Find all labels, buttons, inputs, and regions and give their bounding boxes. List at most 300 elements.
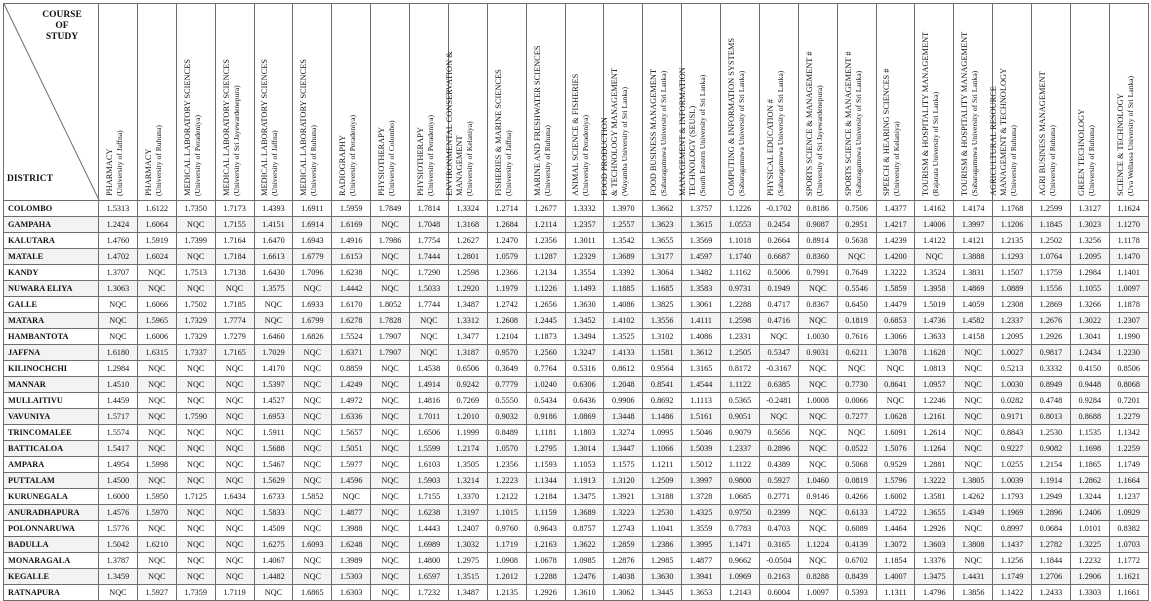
z-score-cell: 0.7201 [1109,393,1148,409]
z-score-cell: 1.5965 [137,313,176,329]
z-score-cell: 1.1018 [721,233,760,249]
z-score-cell: 1.4122 [915,233,954,249]
z-score-cell: NQC [293,569,332,585]
z-score-cell: NQC [798,521,837,537]
z-score-cell: 1.3032 [448,537,487,553]
z-score-cell: 1.1854 [876,553,915,569]
z-score-cell: 1.1470 [1109,249,1148,265]
z-score-cell: 1.1719 [487,537,526,553]
z-score-cell: NQC [293,441,332,457]
z-score-cell: 1.3332 [565,201,604,217]
z-score-cell: 1.5574 [99,425,138,441]
column-header-text [494,8,514,196]
z-score-cell: 1.2795 [526,441,565,457]
column-header [989,4,1032,201]
z-score-cell: NQC [759,409,798,425]
column-header [487,4,526,201]
z-score-cell: NQC [215,393,254,409]
z-score-cell: 1.6989 [410,537,449,553]
z-score-cell: 0.9242 [448,377,487,393]
z-score-cell: NQC [293,345,332,361]
z-score-cell: NQC [176,457,215,473]
z-score-cell: 0.9570 [487,345,526,361]
z-score-cell: 1.1041 [643,521,682,537]
z-score-cell: 1.0240 [526,377,565,393]
z-score-cell: 0.5365 [721,393,760,409]
z-score-cell: 1.2557 [604,217,643,233]
z-score-cell: 1.2356 [487,457,526,473]
z-score-cell: 0.6089 [837,521,876,537]
z-score-cell: 1.4538 [410,361,449,377]
z-score-cell: 1.6006 [137,329,176,345]
z-score-cell: 1.3995 [682,537,721,553]
z-score-cell: 1.3831 [954,265,993,281]
z-score-cell: 1.3266 [1070,297,1109,313]
z-score-cell: 1.5524 [332,329,371,345]
district-name: ANURADHAPURA [4,505,99,521]
z-score-cell: 0.0522 [837,441,876,457]
z-score-cell: NQC [410,345,449,361]
z-score-cell: NQC [837,249,876,265]
column-header [410,4,449,201]
column-header-text [1038,8,1058,196]
z-score-cell: 1.7119 [215,585,254,601]
z-score-cell: 0.9032 [487,409,526,425]
z-score-cell: 1.1437 [993,537,1032,553]
z-score-cell: 1.2801 [448,249,487,265]
z-score-cell: 1.2476 [565,569,604,585]
z-score-cell: 0.9079 [721,425,760,441]
university-name: (Rajarata University of Sri Lanka) [931,91,941,196]
district-name: KILINOCHCHI [4,361,99,377]
z-score-cell: 1.0889 [993,281,1032,297]
z-score-cell: 1.2259 [1109,441,1148,457]
z-score-cell: 1.4527 [254,393,293,409]
z-score-cell: 0.5393 [837,585,876,601]
column-header [837,4,876,201]
z-score-cell: 1.2896 [1032,505,1071,521]
z-score-cell: 1.6169 [332,217,371,233]
course-name: ENVIRONMENTAL CONSERVATION & [444,51,454,196]
z-score-cell: NQC [176,281,215,297]
z-score-cell: 1.1237 [1109,489,1148,505]
z-score-cell: 0.4150 [1070,361,1109,377]
district-name: PUTTALAM [4,473,99,489]
z-score-cell: 1.7744 [410,297,449,313]
table-row [4,233,1149,249]
column-header [721,4,760,201]
z-score-cell: 1.5927 [137,585,176,601]
z-score-cell: 1.1226 [526,281,565,297]
z-score-cell: NQC [798,441,837,457]
table-row [4,345,1149,361]
z-score-cell: 1.4086 [682,329,721,345]
column-header [643,4,682,201]
z-score-cell: NQC [293,521,332,537]
z-score-cell: 0.9186 [526,409,565,425]
table-row [4,297,1149,313]
z-score-cell: 1.1311 [876,585,915,601]
column-header-text [533,8,553,196]
course-name: FOOD PRODUCTION [600,117,610,196]
z-score-cell: 0.8367 [798,297,837,313]
z-score-cell: 0.0819 [837,473,876,489]
z-score-cell: 1.1772 [1109,553,1148,569]
z-score-cell: 1.7444 [410,249,449,265]
z-score-cell: 1.4479 [876,297,915,313]
z-score-cell: 1.2502 [1032,233,1071,249]
z-score-cell: 0.9082 [1032,441,1071,457]
z-score-cell: 1.5012 [682,457,721,473]
z-score-cell: 0.2771 [759,489,798,505]
z-score-cell: 1.3525 [604,329,643,345]
z-score-cell: 1.6091 [876,425,915,441]
z-score-cell: NQC [176,249,215,265]
z-score-cell: 1.5033 [410,281,449,297]
z-score-cell: 1.6865 [293,585,332,601]
z-score-cell: 1.3610 [565,585,604,601]
column-header-text [649,8,669,196]
column-header [254,4,293,201]
z-score-cell: 1.7279 [215,329,254,345]
z-score-cell: NQC [410,329,449,345]
z-score-cell: NQC [176,569,215,585]
z-score-cell: 1.3633 [915,329,954,345]
district-name: MULLAITIVU [4,393,99,409]
column-header [678,4,721,201]
z-score-cell: -0.0504 [759,553,798,569]
z-score-cell: 0.9227 [993,441,1032,457]
university-name: (Sabaragamuwa University of Sri Lanka) [659,70,669,196]
z-score-cell: NQC [137,265,176,281]
z-score-cell: 0.2664 [759,233,798,249]
z-score-cell: 1.6597 [410,569,449,585]
z-score-cell: 1.7774 [215,313,254,329]
z-score-cell: NQC [215,409,254,425]
z-score-cell: 0.9760 [487,521,526,537]
z-score-cell: 1.1344 [526,473,565,489]
z-score-cell: 1.5998 [137,457,176,473]
table-body [4,201,1149,601]
z-score-cell: NQC [215,521,254,537]
z-score-cell: 1.7185 [215,297,254,313]
z-score-cell: NQC [176,441,215,457]
z-score-cell: 1.1749 [993,569,1032,585]
z-score-cell: 1.1845 [1032,217,1071,233]
table-row [4,281,1149,297]
z-score-cell: NQC [176,425,215,441]
column-header [798,4,837,201]
z-score-cell: 1.3989 [332,553,371,569]
z-score-cell: 1.2329 [565,249,604,265]
z-score-cell: 1.1581 [643,345,682,361]
z-score-cell: 1.3556 [643,313,682,329]
z-score-cell: 1.0097 [1109,281,1148,297]
z-score-cell: 1.1624 [1109,201,1148,217]
z-score-cell: 1.5717 [99,409,138,425]
z-score-cell: 1.3805 [954,473,993,489]
course-name: ANIMAL SCIENCE & FISHERIES [571,73,581,196]
z-score-cell: NQC [798,409,837,425]
z-score-cell: NQC [293,281,332,297]
column-header [1070,4,1109,201]
z-score-cell: 1.1873 [526,329,565,345]
z-score-cell: 1.6153 [332,249,371,265]
z-score-cell: 1.3244 [1070,489,1109,505]
z-score-cell: 0.5213 [993,361,1032,377]
column-header [915,4,954,201]
course-name: RADIOGRAPHY [338,135,348,196]
z-score-cell: 0.4266 [837,489,876,505]
z-score-cell: 1.2677 [526,201,565,217]
z-score-cell: 0.6436 [565,393,604,409]
z-score-cell: 0.3332 [1032,361,1071,377]
z-score-cell: 1.1287 [526,249,565,265]
column-header [444,4,487,201]
z-score-cell: 1.4972 [332,393,371,409]
z-score-cell: 1.2926 [526,585,565,601]
z-score-cell: NQC [798,313,837,329]
z-score-cell: 0.5006 [759,265,798,281]
z-score-cell: NQC [99,297,138,313]
z-score-cell: 1.2598 [448,265,487,281]
z-score-cell: 1.1914 [1032,473,1071,489]
z-score-cell: 1.3997 [682,473,721,489]
column-header-text [260,8,280,196]
z-score-cell: 1.2859 [604,537,643,553]
column-header-text [805,8,825,196]
z-score-cell: 1.6434 [215,489,254,505]
z-score-cell: 1.3064 [643,265,682,281]
university-name: (University of Jaffna) [114,130,124,196]
column-header-text [1077,8,1097,196]
z-score-cell: 1.4576 [99,505,138,521]
z-score-cell: 1.1342 [1109,425,1148,441]
z-score-cell: 1.5599 [410,441,449,457]
z-score-cell: NQC [954,393,993,409]
z-score-cell: 0.2163 [759,569,798,585]
z-score-cell: 1.6122 [137,201,176,217]
z-score-cell: NQC [176,537,215,553]
z-score-cell: NQC [176,505,215,521]
z-score-cell: 1.5467 [254,457,293,473]
z-score-cell: 1.6506 [410,425,449,441]
z-score-cell: NQC [371,249,410,265]
z-score-cell: NQC [176,553,215,569]
z-score-cell: NQC [137,553,176,569]
z-score-cell: 0.2399 [759,505,798,521]
z-score-cell: NQC [954,377,993,393]
z-score-cell: NQC [837,361,876,377]
z-score-cell: 0.4703 [759,521,798,537]
table-row [4,249,1149,265]
z-score-cell: 1.2599 [1032,201,1071,217]
table-row [4,265,1149,281]
z-score-cell: 1.4393 [254,201,293,217]
z-score-cell: 1.1969 [993,505,1032,521]
district-name: BATTICALOA [4,441,99,457]
z-score-cell: 0.7506 [837,201,876,217]
column-header [332,4,371,201]
z-score-cell: 1.2676 [1032,313,1071,329]
column-header [176,4,215,201]
z-score-cell: NQC [293,377,332,393]
z-score-cell: NQC [371,409,410,425]
university-name: (University of Peradeniya) [425,115,435,196]
z-score-cell: NQC [876,361,915,377]
z-score-cell: 1.2926 [915,521,954,537]
z-score-cell: 1.1979 [487,281,526,297]
z-score-cell: NQC [215,505,254,521]
z-score-cell: 0.5927 [759,473,798,489]
z-score-cell: 1.1621 [1109,569,1148,585]
column-header [1109,4,1148,201]
z-score-cell: NQC [293,425,332,441]
z-score-cell: NQC [954,345,993,361]
z-score-cell: 0.8914 [798,233,837,249]
z-score-cell: 1.6210 [137,537,176,553]
course-name: TOURISM & HOSPITALITY MANAGEMENT [921,31,931,196]
z-score-cell: 1.0969 [721,569,760,585]
table-row [4,553,1149,569]
z-score-cell: -0.3167 [759,361,798,377]
z-score-cell: 1.1053 [565,457,604,473]
z-score-cell: 0.8859 [332,361,371,377]
z-score-cell: NQC [215,425,254,441]
course-name: PHYSIOTHERAPY [415,127,425,196]
z-score-cell: 1.6826 [293,329,332,345]
z-score-cell: 1.4816 [410,393,449,409]
z-score-cell: 1.5051 [332,441,371,457]
table-row [4,425,1149,441]
z-score-cell: 1.2010 [448,409,487,425]
z-score-cell: 1.3542 [604,233,643,249]
z-score-cell: NQC [798,361,837,377]
z-score-cell: 1.5911 [254,425,293,441]
column-header-text [766,8,786,196]
z-score-cell: 1.3615 [682,217,721,233]
z-score-cell: 1.4582 [954,313,993,329]
z-score-cell: 1.6000 [99,489,138,505]
z-score-cell: 1.3997 [954,217,993,233]
z-score-cell: 0.2896 [759,441,798,457]
district-name: MATALE [4,249,99,265]
z-score-cell: 0.5316 [565,361,604,377]
university-name: (University of Jaffna) [270,130,280,196]
z-score-cell: 1.1015 [487,505,526,521]
z-score-cell: 0.5546 [837,281,876,297]
z-score-cell: 1.7029 [254,345,293,361]
z-score-cell: 1.1293 [993,249,1032,265]
district-name: KURUNEGALA [4,489,99,505]
z-score-cell: 0.9171 [993,409,1032,425]
z-score-cell: 0.9087 [798,217,837,233]
z-score-cell: 1.2143 [721,585,760,601]
z-score-cell: 1.2470 [487,233,526,249]
z-score-cell: 1.0908 [487,553,526,569]
z-score-cell: 1.2174 [448,441,487,457]
z-score-cell: 1.2614 [915,425,954,441]
column-header [99,4,138,201]
university-name: (University of Colombo) [387,120,397,196]
z-score-cell: 1.2163 [526,537,565,553]
z-score-cell: 0.8172 [721,361,760,377]
z-score-cell: 1.2161 [915,409,954,425]
university-name: (University of Ruhuna) [1009,125,1019,196]
district-name: MONARAGALA [4,553,99,569]
z-score-cell: 1.3447 [604,441,643,457]
column-header-text [989,8,1019,196]
z-score-cell: 1.6248 [332,537,371,553]
z-score-cell: NQC [215,361,254,377]
table-row [4,313,1149,329]
z-score-cell: 1.1556 [1032,281,1071,297]
z-score-cell: 1.5076 [876,441,915,457]
z-score-cell: 1.3066 [876,329,915,345]
z-score-cell: 1.3187 [448,345,487,361]
z-score-cell: NQC [293,473,332,489]
z-score-cell: 1.4377 [876,201,915,217]
z-score-cell: NQC [176,217,215,233]
course-of-study-label: COURSE OF STUDY [42,10,82,42]
z-score-cell: 1.1486 [643,409,682,425]
z-score-cell: 1.3312 [448,313,487,329]
z-score-cell: 1.3061 [682,297,721,313]
z-score-cell: 0.3165 [759,537,798,553]
z-score-cell: 1.1055 [1070,281,1109,297]
university-name: (University of Peradeniya) [192,115,202,196]
z-score-cell: 1.1507 [993,265,1032,281]
z-score-cell: 1.6180 [99,345,138,361]
z-score-cell: NQC [215,441,254,457]
university-name: (Sabaragamuwa University of Sri Lanka) [736,70,746,196]
z-score-cell: 1.6336 [332,409,371,425]
z-score-cell: 1.7329 [176,313,215,329]
z-score-cell: 1.2406 [1070,505,1109,521]
z-score-cell: 1.5852 [293,489,332,505]
z-score-cell: 1.7155 [410,489,449,505]
table-row [4,457,1149,473]
z-score-cell: 1.0101 [1070,521,1109,537]
z-score-cell: 1.4914 [410,377,449,393]
z-score-cell: 1.0570 [487,441,526,457]
z-score-cell: NQC [293,457,332,473]
z-score-cell: 1.3011 [565,233,604,249]
z-score-cell: NQC [99,313,138,329]
course-name: SCIENCE & TECHNOLOGY [1115,93,1125,196]
z-score-cell: 1.4796 [915,585,954,601]
z-score-cell: NQC [371,537,410,553]
z-score-cell: 1.3487 [448,585,487,601]
z-score-cell: 1.3165 [682,361,721,377]
z-score-cell: 0.8997 [993,521,1032,537]
z-score-cell: 0.7277 [837,409,876,425]
z-score-cell: 1.4916 [332,233,371,249]
z-score-cell: 1.2356 [526,233,565,249]
z-score-cell: 0.9031 [798,345,837,361]
z-score-cell: 1.3445 [643,585,682,601]
z-score-cell: NQC [215,553,254,569]
z-score-cell: 1.5919 [137,233,176,249]
column-header [526,4,565,201]
column-header-text [338,8,358,196]
z-score-cell: 1.1159 [526,505,565,521]
z-score-cell: 0.9817 [1032,345,1071,361]
university-name: (University of Ruhuna) [1047,125,1057,196]
z-score-cell: 1.0030 [798,329,837,345]
z-score-cell: 1.3988 [332,521,371,537]
z-score-cell: 1.3707 [99,265,138,281]
